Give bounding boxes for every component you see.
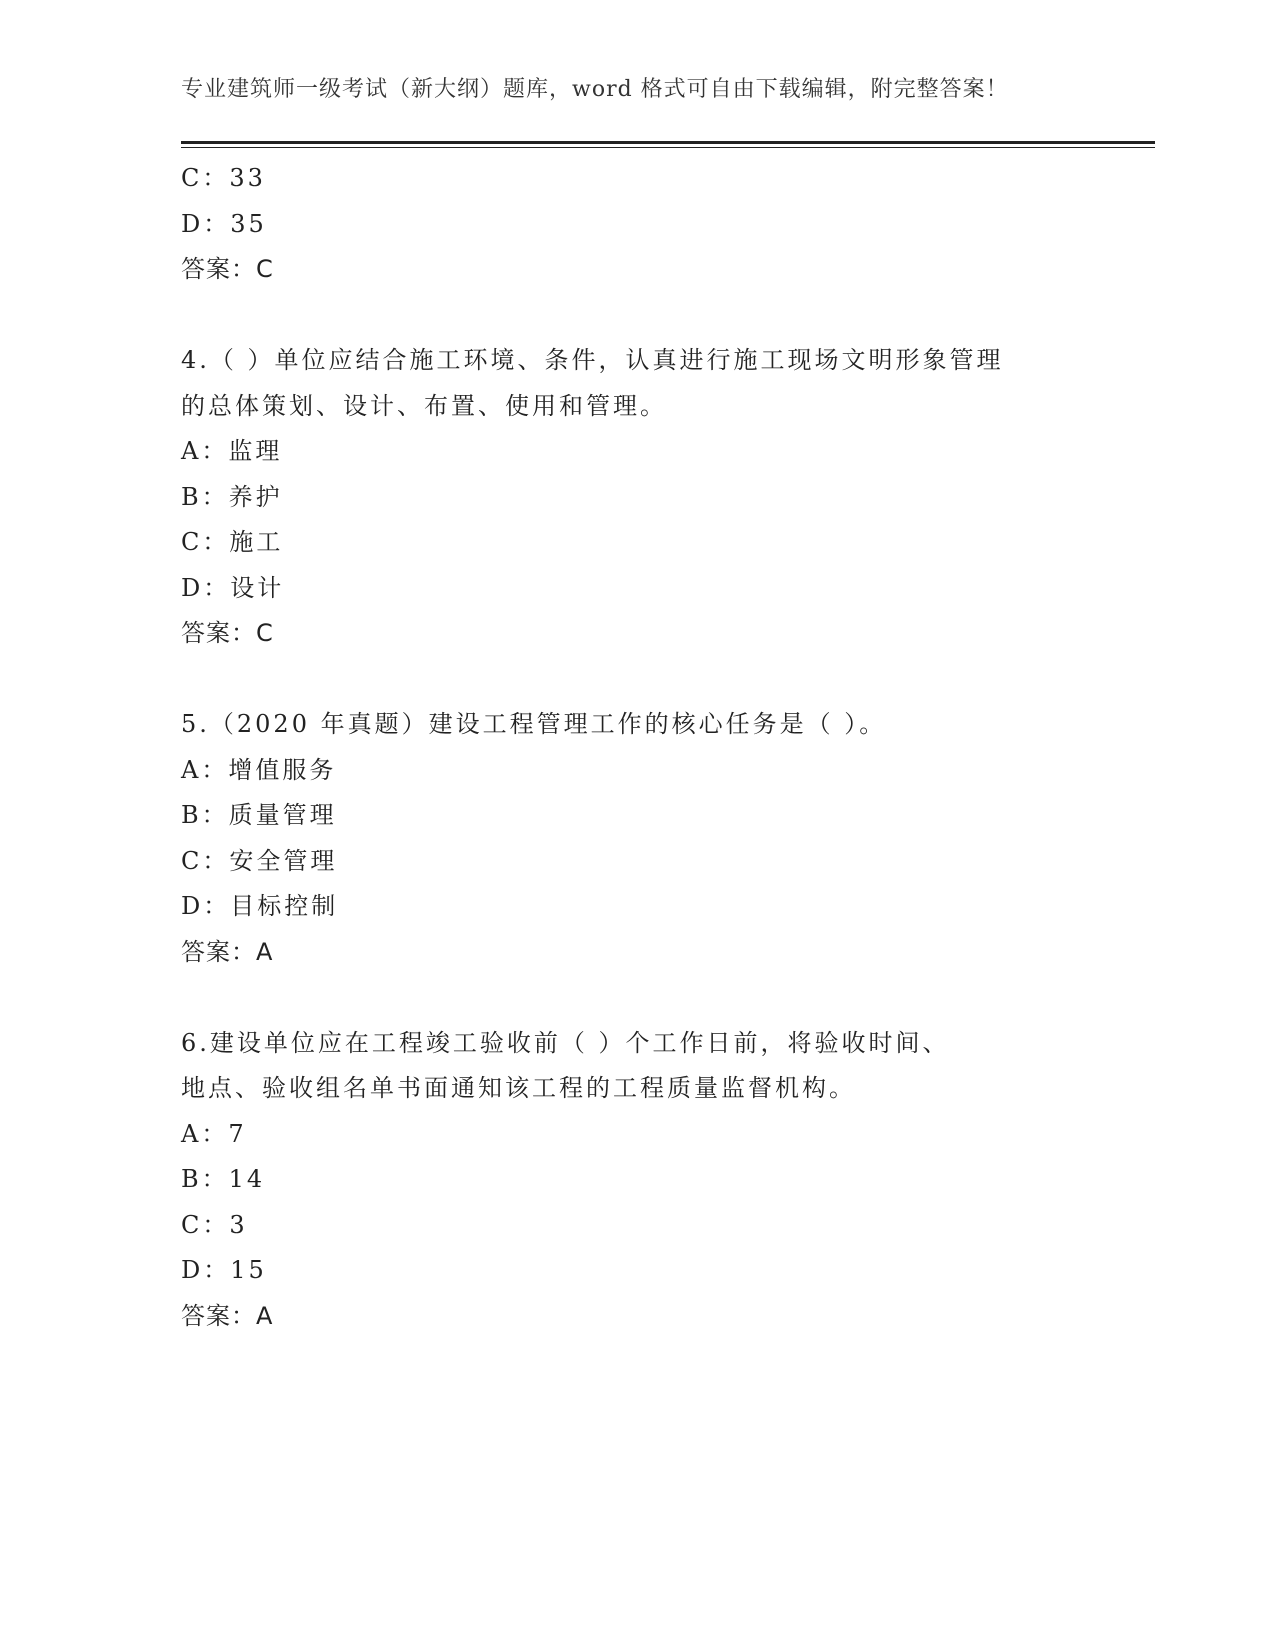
option-c: C：3: [181, 1210, 248, 1239]
question-stem: 5.（2020 年真题）建设工程管理工作的核心任务是（ ）。: [181, 710, 887, 738]
answer: 答案：C: [181, 255, 274, 283]
option-d: D：35: [181, 209, 267, 238]
question-stem-continued: 的总体策划、设计、布置、使用和管理。: [181, 391, 667, 420]
option-c: C：安全管理: [181, 846, 338, 875]
question-3: [181, 156, 1081, 293]
option-b: B：14: [181, 1165, 266, 1193]
option-d: D：目标控制: [181, 892, 339, 920]
spacer: [181, 657, 1081, 703]
option-d: D：15: [181, 1256, 267, 1284]
answer: 答案：A: [181, 937, 274, 966]
spacer: [181, 293, 1081, 339]
question-stem-continued: 地点、验收组名单书面通知该工程的工程质量监督机构。: [181, 1074, 856, 1102]
answer: 答案：A: [181, 1301, 274, 1330]
header-rule-thick: [181, 141, 1155, 144]
option-d: D：设计: [181, 573, 285, 602]
question-4: [181, 338, 1081, 657]
question-stem: 4.（ ）单位应结合施工环境、条件，认真进行施工现场文明形象管理: [181, 346, 1004, 374]
option-a: A：7: [181, 1119, 247, 1148]
spacer: [181, 975, 1081, 1021]
page-header: 专业建筑师一级考试（新大纲）题库，word 格式可自由下载编辑，附完整答案！: [181, 77, 1009, 102]
option-b: B：养护: [181, 482, 283, 511]
option-c: C：33: [181, 164, 266, 192]
option-a: A：监理: [181, 437, 283, 465]
document-body: [181, 156, 1081, 1339]
answer: 答案：C: [181, 619, 274, 647]
question-6: [181, 1021, 1081, 1340]
option-a: A：增值服务: [181, 755, 337, 784]
option-c: C：施工: [181, 528, 284, 556]
header-rule-thin: [181, 147, 1155, 148]
question-5: [181, 702, 1081, 975]
option-b: B：质量管理: [181, 801, 337, 829]
question-stem: 6.建设单位应在工程竣工验收前（ ）个工作日前，将验收时间、: [181, 1028, 950, 1057]
